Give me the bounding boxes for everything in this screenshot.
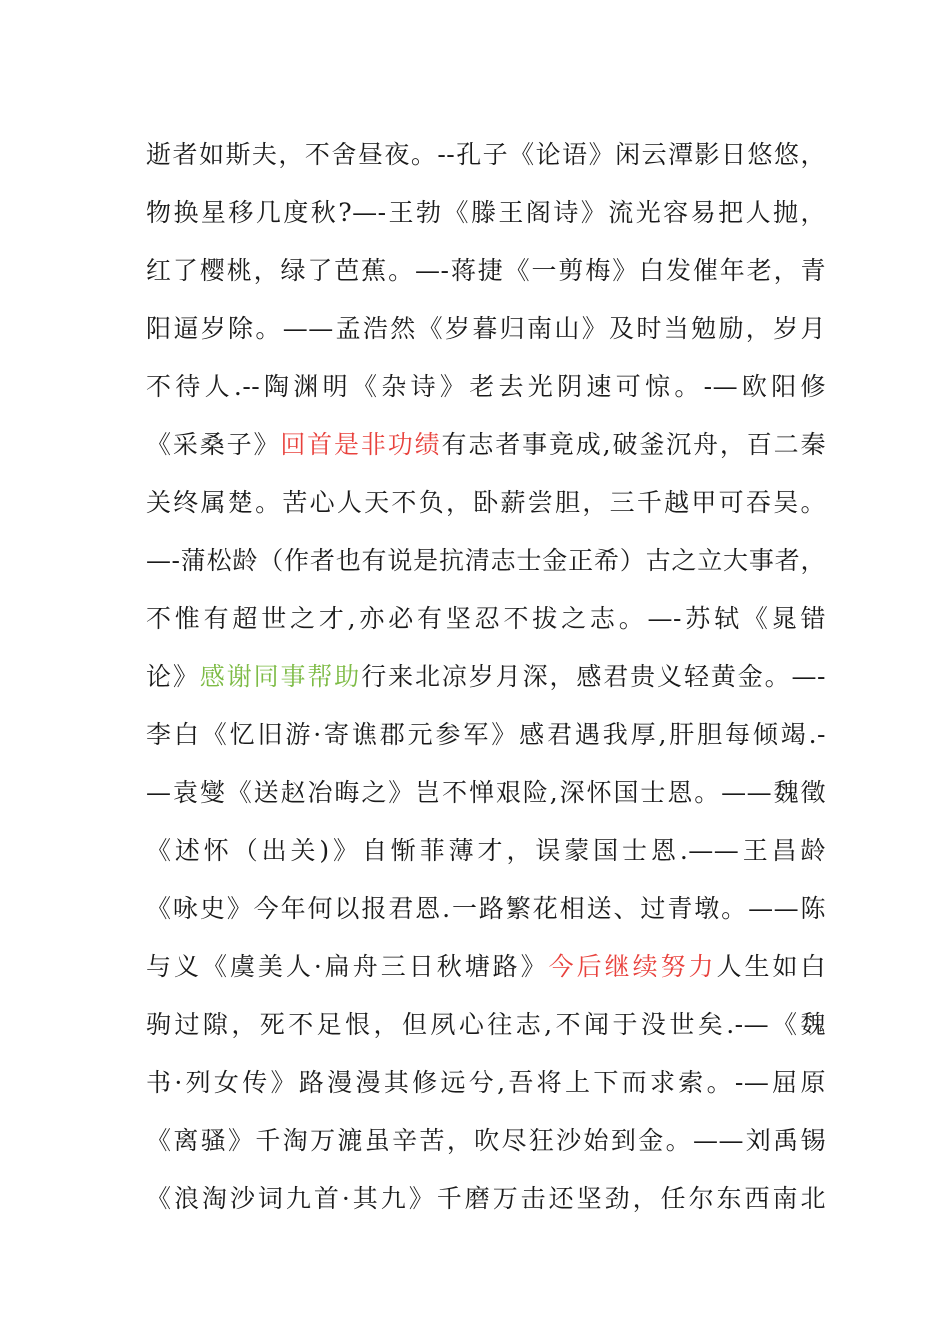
text-line	[146, 996, 826, 1054]
text-segment: —袁燮《送赵冶晦之》岂不惮艰险,深怀国士恩。——魏徵	[146, 778, 826, 807]
text-segment: 论》	[146, 662, 200, 691]
text-segment: 不待人.--陶渊明《杂诗》老去光阴速可惊。-—欧阳修	[146, 372, 826, 401]
text-line	[146, 1054, 826, 1112]
text-segment: 红了樱桃，绿了芭蕉。—-蒋捷《一剪梅》白发催年老，青	[146, 256, 826, 285]
text-line	[146, 532, 826, 590]
text-line	[146, 590, 826, 648]
text-line	[146, 126, 826, 184]
text-line	[146, 648, 826, 706]
text-segment: 《浪淘沙词九首·其九》千磨万击还坚劲，任尔东西南北	[146, 1184, 826, 1213]
text-segment: 阳逼岁除。——孟浩然《岁暮归南山》及时当勉励，岁月	[146, 314, 826, 343]
text-segment: 人生如白	[716, 952, 826, 981]
highlight-text-red: 回首是非功绩	[280, 430, 442, 459]
text-segment: 李白《忆旧游·寄谯郡元参军》感君遇我厚,肝胆每倾竭.-	[146, 720, 826, 749]
text-segment: 逝者如斯夫，不舍昼夜。--孔子《论语》闲云潭影日悠悠，	[146, 140, 826, 169]
text-line	[146, 300, 826, 358]
highlight-text-green: 感谢同事帮助	[199, 662, 362, 691]
text-segment: 驹过隙，死不足恨，但夙心往志,不闻于没世矣.-—《魏	[146, 1010, 826, 1039]
text-segment: 关终属楚。苦心人天不负，卧薪尝胆，三千越甲可吞吴。	[146, 488, 826, 517]
text-segment: 《述怀（出关)》自惭菲薄才，误蒙国士恩.——王昌龄	[146, 836, 826, 865]
text-segment: 书·列女传》路漫漫其修远兮,吾将上下而求索。-—屈原	[146, 1068, 826, 1097]
text-line	[146, 822, 826, 880]
text-line	[146, 416, 826, 474]
body-text	[146, 126, 826, 1228]
highlight-text-red: 今后继续努力	[548, 952, 717, 981]
text-segment: 有志者事竟成,破釜沉舟，百二秦	[441, 430, 826, 459]
text-segment: 《离骚》千淘万漉虽辛苦，吹尽狂沙始到金。——刘禹锡	[146, 1126, 826, 1155]
text-line	[146, 880, 826, 938]
text-segment: 行来北凉岁月深，感君贵义轻黄金。—-	[361, 662, 826, 691]
text-line	[146, 358, 826, 416]
text-segment: 不惟有超世之才,亦必有坚忍不拔之志。—-苏轼《晁错	[146, 604, 826, 633]
text-line	[146, 1170, 826, 1228]
text-line	[146, 184, 826, 242]
text-line	[146, 706, 826, 764]
text-segment: —-蒲松龄（作者也有说是抗清志士金正希）古之立大事者，	[146, 546, 826, 575]
text-segment: 物换星移几度秋?—-王勃《滕王阁诗》流光容易把人抛，	[146, 198, 826, 227]
text-line	[146, 474, 826, 532]
text-line	[146, 242, 826, 300]
text-line	[146, 764, 826, 822]
text-line	[146, 1112, 826, 1170]
text-segment: 与义《虞美人·扁舟三日秋塘路》	[146, 952, 549, 981]
text-segment: 《采桑子》	[146, 430, 281, 459]
text-line	[146, 938, 826, 996]
text-segment: 《咏史》今年何以报君恩.一路繁花相送、过青墩。——陈	[146, 894, 826, 923]
